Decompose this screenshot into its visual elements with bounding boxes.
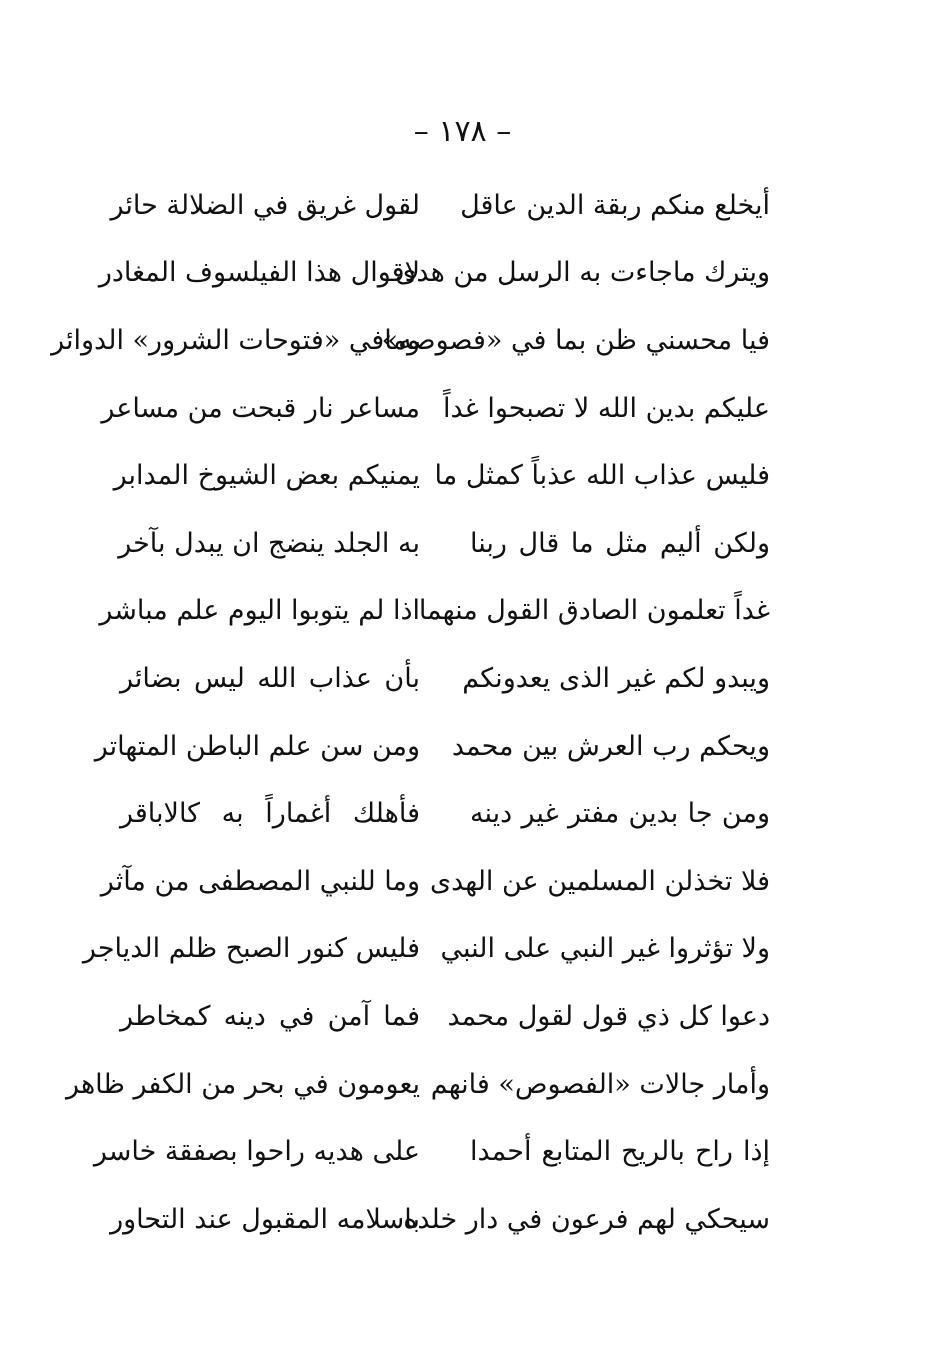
couplet — [101, 375, 770, 443]
first-hemistich: سيحكي لهم فرعون في دار خلده — [403, 1203, 770, 1235]
second-hemistich: به الجلد ينضج ان يبدل بآخر — [118, 527, 420, 559]
second-hemistich: فما آمن في دينه كمخاطر — [120, 1000, 420, 1032]
couplet — [99, 578, 770, 646]
couplet — [82, 916, 770, 984]
couplet — [110, 1186, 770, 1254]
first-hemistich: فلا تخذلن المسلمين عن الهدى — [429, 865, 770, 897]
couplet — [120, 645, 770, 713]
second-hemistich: لقول غريق في الضلالة حائر — [110, 189, 420, 221]
second-hemistich: بأن عذاب الله ليس بضائر — [120, 662, 420, 694]
couplet — [120, 510, 770, 578]
first-hemistich: ويبدو لكم غير الذى يعدونكم — [462, 662, 770, 694]
first-hemistich: عليكم بدين الله لا تصبحوا غداً — [442, 392, 770, 424]
first-hemistich: غداً تعلمون الصادق القول منهما — [418, 595, 770, 627]
page-number: – ١٧٨ – — [413, 114, 512, 149]
couplet — [120, 983, 770, 1051]
first-hemistich: إذا راح بالريح المتابع أحمدا — [470, 1136, 770, 1168]
couplet — [94, 713, 770, 781]
second-hemistich: على هديه راحوا بصفقة خاسر — [93, 1136, 420, 1168]
first-hemistich: ومن جا بدين مفتر غير دينه — [470, 798, 770, 830]
couplet — [113, 442, 770, 510]
first-hemistich: ولا تؤثروا غير النبي على النبي — [440, 933, 770, 965]
couplet — [98, 240, 770, 308]
first-hemistich: وأمار جالات «الفصوص» فانهم — [430, 1068, 770, 1100]
first-hemistich: ولكن أليم مثل ما قال ربنا — [470, 527, 770, 559]
couplet — [110, 172, 770, 240]
couplet — [100, 848, 770, 916]
first-hemistich: ويترك ماجاءت به الرسل من هدى — [395, 257, 770, 289]
couplet — [51, 307, 770, 375]
couplet — [120, 780, 770, 848]
second-hemistich: فأهلك أغماراً به كالاباقر — [120, 798, 420, 830]
couplet — [66, 1051, 770, 1119]
poem — [51, 172, 770, 1254]
second-hemistich: ومن سن علم الباطن المتهاتر — [94, 730, 420, 762]
second-hemistich: ومافي «فتوحات الشرور» الدوائر — [51, 324, 420, 356]
first-hemistich: فيا محسني ظن بما في «فصوصه» — [381, 324, 770, 356]
couplet — [93, 1118, 770, 1186]
second-hemistich: لاقوال هذا الفيلسوف المغادر — [98, 257, 420, 289]
second-hemistich: اذا لم يتوبوا اليوم علم مباشر — [99, 595, 420, 627]
first-hemistich: ويحكم رب العرش بين محمد — [451, 730, 770, 762]
first-hemistich: أيخلع منكم ربقة الدين عاقل — [460, 189, 770, 221]
second-hemistich: يمنيكم بعض الشيوخ المدابر — [113, 460, 420, 492]
second-hemistich: يعومون في بحر من الكفر ظاهر — [66, 1068, 420, 1100]
second-hemistich: فليس كنور الصبح ظلم الدياجر — [82, 933, 420, 965]
second-hemistich: باسلامه المقبول عند التحاور — [110, 1203, 420, 1235]
second-hemistich: وما للنبي المصطفى من مآثر — [100, 865, 420, 897]
second-hemistich: مساعر نار قبحت من مساعر — [101, 392, 420, 424]
first-hemistich: دعوا كل ذي قول لقول محمد — [447, 1000, 770, 1032]
first-hemistich: فليس عذاب الله عذباً كمثل ما — [434, 460, 770, 492]
